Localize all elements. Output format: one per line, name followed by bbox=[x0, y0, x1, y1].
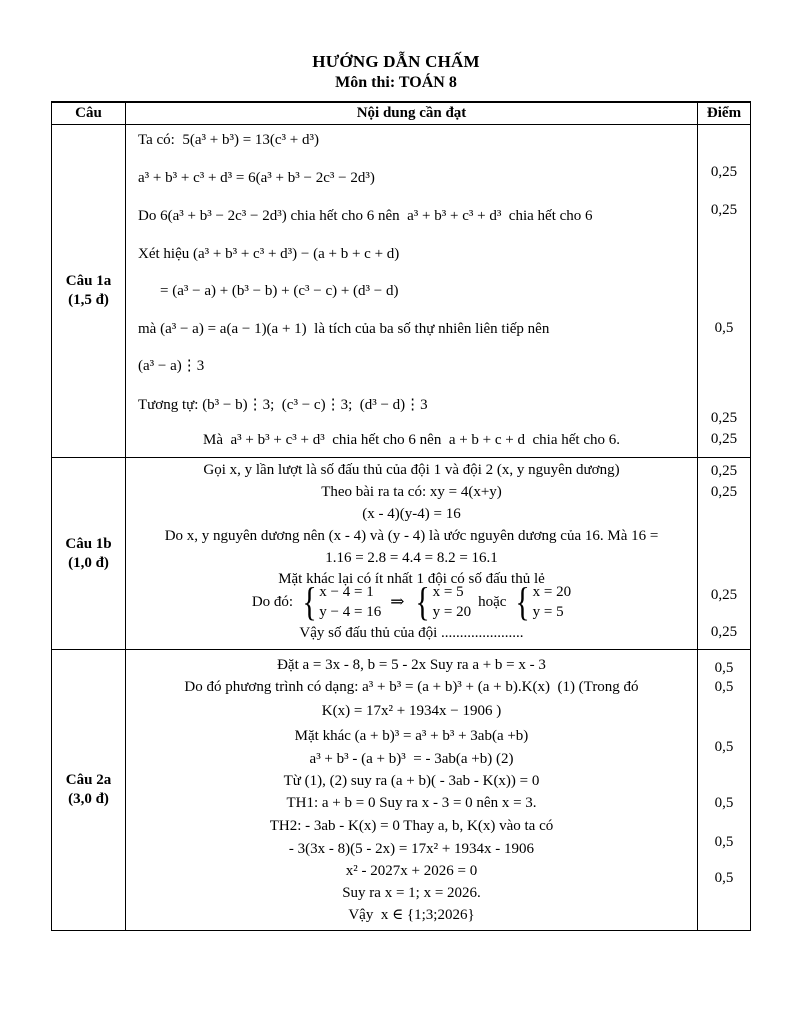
case-group-1 bbox=[300, 579, 382, 624]
row-label-line2: (3,0 đ) bbox=[68, 791, 109, 807]
content-line: Vậy số đấu thủ của đội ...................... bbox=[299, 625, 524, 641]
case-group-2 bbox=[413, 579, 472, 624]
content-line: Do đó phương trình có dạng: a³ + b³ = (a + b)³ + (a + b).K(x) (1) (Trong đó bbox=[184, 679, 639, 695]
column-header-cau: Câu bbox=[52, 103, 126, 125]
content-line: Ta có: 5(a³ + b³) = 13(c³ + d³) bbox=[138, 132, 320, 148]
content-line: TH1: a + b = 0 Suy ra x - 3 = 0 nên x = 3. bbox=[286, 795, 537, 811]
content-line: 1.16 = 2.8 = 4.4 = 8.2 = 16.1 bbox=[325, 550, 498, 566]
left-brace-icon: { bbox=[302, 579, 317, 624]
score-value: 0,25 bbox=[710, 484, 738, 500]
score-value: 0,5 bbox=[714, 834, 734, 850]
row-label-line2: (1,5 đ) bbox=[68, 292, 109, 308]
score-value: 0,25 bbox=[710, 410, 738, 426]
content-line: Gọi x, y lần lượt là số đấu thủ của đội 1 và đội 2 (x, y nguyên dương) bbox=[203, 462, 620, 478]
score-value: 0,25 bbox=[710, 431, 738, 447]
row-label-line1: Câu 1a bbox=[65, 273, 112, 289]
row-label-line1: Câu 2a bbox=[65, 772, 112, 788]
content-line: TH2: - 3ab - K(x) = 0 Thay a, b, K(x) vào ta có bbox=[269, 818, 554, 834]
implies-arrow-icon: ⇒ bbox=[390, 592, 405, 611]
score-value: 0,25 bbox=[710, 587, 738, 603]
row-label-line1: Câu 1b bbox=[65, 535, 112, 552]
page-title: HƯỚNG DẪN CHẤM bbox=[312, 52, 480, 71]
system-equation: y − 4 = 16 bbox=[319, 604, 382, 620]
content-line: Mặt khác (a + b)³ = a³ + b³ + 3ab(a +b) bbox=[294, 728, 529, 744]
grading-table bbox=[51, 101, 751, 931]
content-line: Đặt a = 3x - 8, b = 5 - 2x Suy ra a + b = x - 3 bbox=[277, 657, 546, 673]
content-line: (x - 4)(y-4) = 16 bbox=[362, 506, 461, 522]
page-subtitle: Môn thi: TOÁN 8 bbox=[335, 74, 457, 91]
content-line: x² - 2027x + 2026 = 0 bbox=[345, 863, 478, 879]
system-equation: x = 20 bbox=[532, 584, 572, 600]
score-value: 0,5 bbox=[714, 679, 734, 695]
score-value: 0,5 bbox=[714, 795, 734, 811]
content-line: Mà a³ + b³ + c³ + d³ chia hết cho 6 nên a + b + c + d chia hết cho 6. bbox=[203, 432, 620, 448]
row-label-cau-1a bbox=[52, 125, 126, 458]
system-prefix: Do đó: bbox=[251, 593, 294, 610]
system-or-word: hoặc bbox=[478, 593, 507, 610]
row-label-cau-2a bbox=[52, 650, 126, 931]
system-equation: x − 4 = 1 bbox=[319, 584, 374, 600]
case-group-3 bbox=[513, 579, 572, 624]
content-cell-cau-1b bbox=[126, 458, 698, 650]
score-value: 0,25 bbox=[710, 164, 738, 180]
content-line: - 3(3x - 8)(5 - 2x) = 17x² + 1934x - 1906 bbox=[288, 841, 535, 857]
system-equation: y = 20 bbox=[432, 604, 472, 620]
content-line: Do x, y nguyên dương nên (x - 4) và (y - 4) là ước nguyên dương của 16. Mà 16 = bbox=[164, 528, 659, 544]
row-label-cau-1b bbox=[52, 458, 126, 650]
score-value: 0,5 bbox=[714, 320, 734, 336]
score-value: 0,5 bbox=[714, 660, 734, 676]
content-line: K(x) = 17x² + 1934x − 1906 ) bbox=[321, 703, 502, 719]
content-line: Từ (1), (2) suy ra (a + b)( - 3ab - K(x)) = 0 bbox=[283, 773, 540, 789]
system-equation: x = 5 bbox=[432, 584, 464, 600]
score-value: 0,25 bbox=[710, 463, 738, 479]
content-line: Mặt khác lại có ít nhất 1 đội có số đấu thủ lẻ bbox=[278, 571, 545, 587]
row-label-line2: (1,0 đ) bbox=[68, 554, 109, 571]
score-cell-cau-2a bbox=[698, 650, 751, 931]
content-line: Vậy x ∈ {1;3;2026} bbox=[348, 907, 475, 923]
content-cell-cau-1a bbox=[126, 125, 698, 458]
content-line: Tương tự: (b³ − b)⋮3; (c³ − c)⋮3; (d³ − d)⋮3 bbox=[138, 397, 428, 413]
content-line: a³ + b³ + c³ + d³ = 6(a³ + b³ − 2c³ − 2d³) bbox=[138, 170, 375, 186]
score-value: 0,5 bbox=[714, 739, 734, 755]
column-header-diem: Điểm bbox=[698, 103, 751, 125]
score-value: 0,25 bbox=[710, 202, 738, 218]
content-line: Suy ra x = 1; x = 2026. bbox=[342, 885, 481, 901]
content-line: Do 6(a³ + b³ − 2c³ − 2d³) chia hết cho 6 nên a³ + b³ + c³ + d³ chia hết cho 6 bbox=[138, 208, 593, 224]
content-cell-cau-2a bbox=[126, 650, 698, 931]
content-line: (a³ − a)⋮3 bbox=[138, 358, 205, 374]
score-value: 0,25 bbox=[710, 624, 738, 640]
score-cell-cau-1a bbox=[698, 125, 751, 458]
content-line: Xét hiệu (a³ + b³ + c³ + d³) − (a + b + c + d) bbox=[138, 246, 400, 262]
content-line: a³ + b³ - (a + b)³ = - 3ab(a +b) (2) bbox=[309, 751, 514, 767]
column-header-noi-dung: Nội dung cần đạt bbox=[126, 103, 698, 125]
left-brace-icon: { bbox=[415, 579, 431, 624]
score-cell-cau-1b bbox=[698, 458, 751, 650]
system-equation: y = 5 bbox=[532, 604, 564, 620]
content-line: = (a³ − a) + (b³ − b) + (c³ − c) + (d³ − d) bbox=[160, 283, 399, 299]
content-line: mà (a³ − a) = a(a − 1)(a + 1) là tích của ba số thự nhiên liên tiếp nên bbox=[138, 321, 550, 337]
score-value: 0,5 bbox=[714, 870, 734, 886]
left-brace-icon: { bbox=[515, 579, 531, 624]
content-line: Theo bài ra ta có: xy = 4(x+y) bbox=[321, 484, 502, 500]
